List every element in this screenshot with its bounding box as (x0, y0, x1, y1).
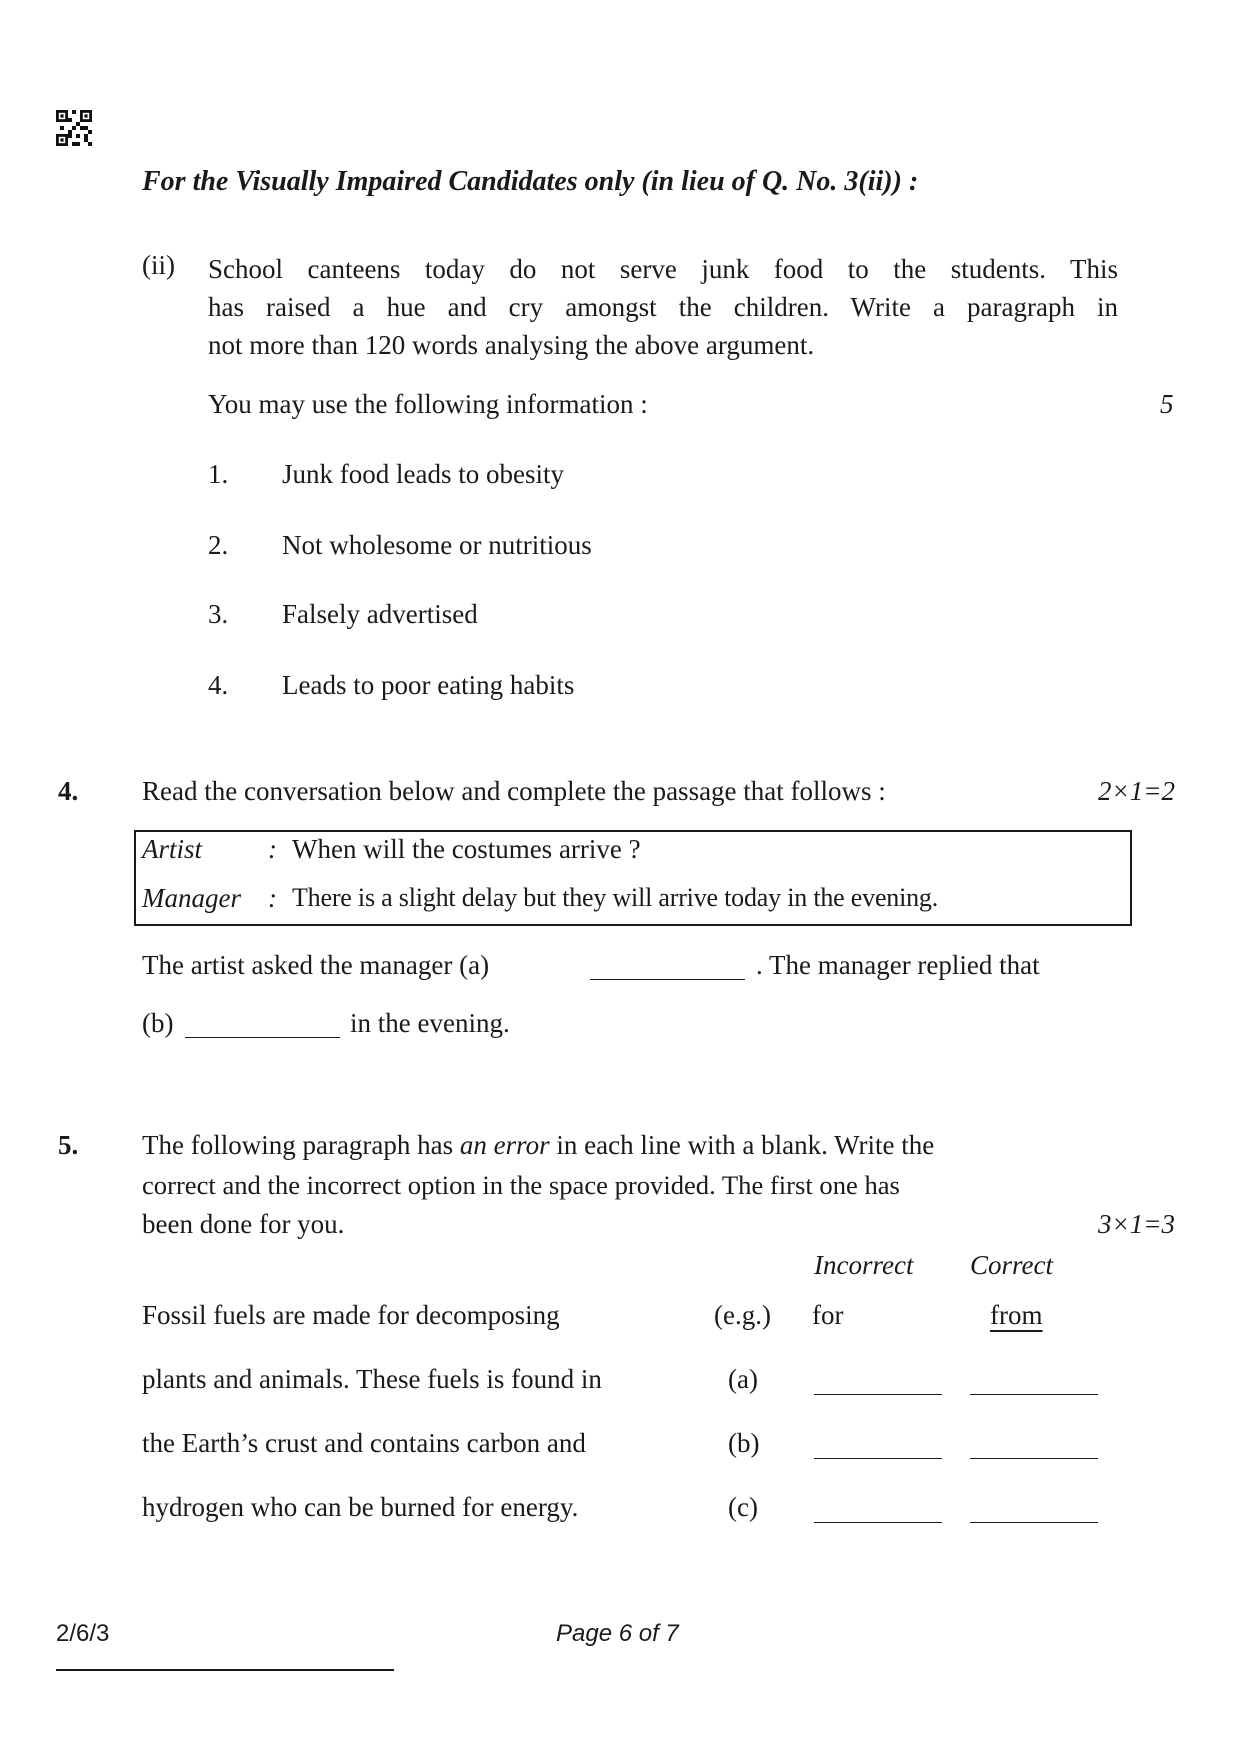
footer-rule (56, 1669, 394, 1671)
q5-prompt-line3: been done for you. (142, 1209, 345, 1239)
dialogue-speaker: Manager (142, 883, 241, 913)
dialogue-line: When will the costumes arrive ? (292, 834, 641, 864)
column-header-incorrect: Incorrect (814, 1250, 914, 1280)
passage-part2: . The manager replied that (756, 950, 1040, 980)
q5-prompt-line2: correct and the incorrect option in the space provided. The first one has (142, 1170, 900, 1200)
answer-blank-correct-b[interactable] (970, 1457, 1098, 1459)
answer-blank-a[interactable] (590, 978, 745, 980)
error-row-text: the Earth’s crust and contains carbon and (142, 1428, 586, 1458)
q4-marks: 2×1=2 (1098, 776, 1175, 806)
answer-blank-incorrect-a[interactable] (814, 1393, 942, 1395)
passage-part3: in the evening. (350, 1008, 510, 1038)
point-text: Junk food leads to obesity (282, 459, 564, 489)
error-row-text: hydrogen who can be burned for energy. (142, 1492, 579, 1522)
dialogue-separator: : (268, 883, 277, 913)
info-intro: You may use the following information : (208, 389, 648, 419)
dialogue-speaker: Artist (142, 834, 203, 864)
paragraph-line: School canteens today do not serve junk food to the students. This (208, 254, 1118, 284)
error-row-text: plants and animals. These fuels is found in (142, 1364, 602, 1394)
column-header-correct: Correct (970, 1250, 1053, 1280)
error-row-label: (b) (728, 1428, 760, 1458)
point-number: 3. (208, 599, 229, 629)
page-number: Page 6 of 7 (556, 1620, 679, 1647)
error-row-label: (a) (728, 1364, 758, 1394)
passage-part1: The artist asked the manager (a) (142, 950, 490, 980)
error-row-label: (c) (728, 1492, 758, 1522)
error-row-label: (e.g.) (714, 1300, 771, 1330)
point-number: 2. (208, 530, 229, 560)
dialogue-separator: : (268, 834, 277, 864)
q5-marks: 3×1=3 (1098, 1209, 1175, 1239)
point-number: 4. (208, 670, 229, 700)
prompt-text: The following paragraph has (142, 1130, 460, 1160)
point-number: 1. (208, 459, 229, 489)
answer-blank-incorrect-c[interactable] (814, 1521, 942, 1523)
example-incorrect: for (812, 1300, 844, 1330)
answer-blank-b[interactable] (185, 1036, 340, 1038)
prompt-text: in each line with a blank. Write the (549, 1130, 935, 1160)
dialogue-line: There is a slight delay but they will arrive today in the evening. (292, 883, 939, 912)
answer-blank-correct-c[interactable] (970, 1521, 1098, 1523)
q4-number: 4. (58, 776, 79, 806)
vi-marks: 5 (1160, 389, 1174, 419)
qr-code-icon (56, 110, 92, 146)
q5-prompt-line1 (142, 1130, 934, 1161)
answer-blank-correct-a[interactable] (970, 1393, 1098, 1395)
passage-b-label: (b) (142, 1008, 174, 1038)
example-correct: from (990, 1300, 1043, 1330)
vi-question-label: (ii) (142, 250, 175, 280)
vi-question-paragraph (208, 250, 1118, 364)
prompt-emphasis: an error (459, 1130, 550, 1160)
vi-section-heading: For the Visually Impaired Candidates only (in lieu of Q. No. 3(ii)) : (142, 166, 919, 197)
error-row-text: Fossil fuels are made for decomposing (142, 1300, 560, 1330)
point-text: Not wholesome or nutritious (282, 530, 592, 560)
paper-code: 2/6/3 (56, 1620, 110, 1647)
q5-number: 5. (58, 1130, 79, 1160)
paragraph-line: not more than 120 words analysing the above argument. (208, 330, 815, 360)
answer-blank-incorrect-b[interactable] (814, 1457, 942, 1459)
point-text: Falsely advertised (282, 599, 478, 629)
point-text: Leads to poor eating habits (282, 670, 575, 700)
paragraph-line: has raised a hue and cry amongst the children. Write a paragraph in (208, 292, 1118, 322)
q4-prompt: Read the conversation below and complete the passage that follows : (142, 776, 886, 806)
